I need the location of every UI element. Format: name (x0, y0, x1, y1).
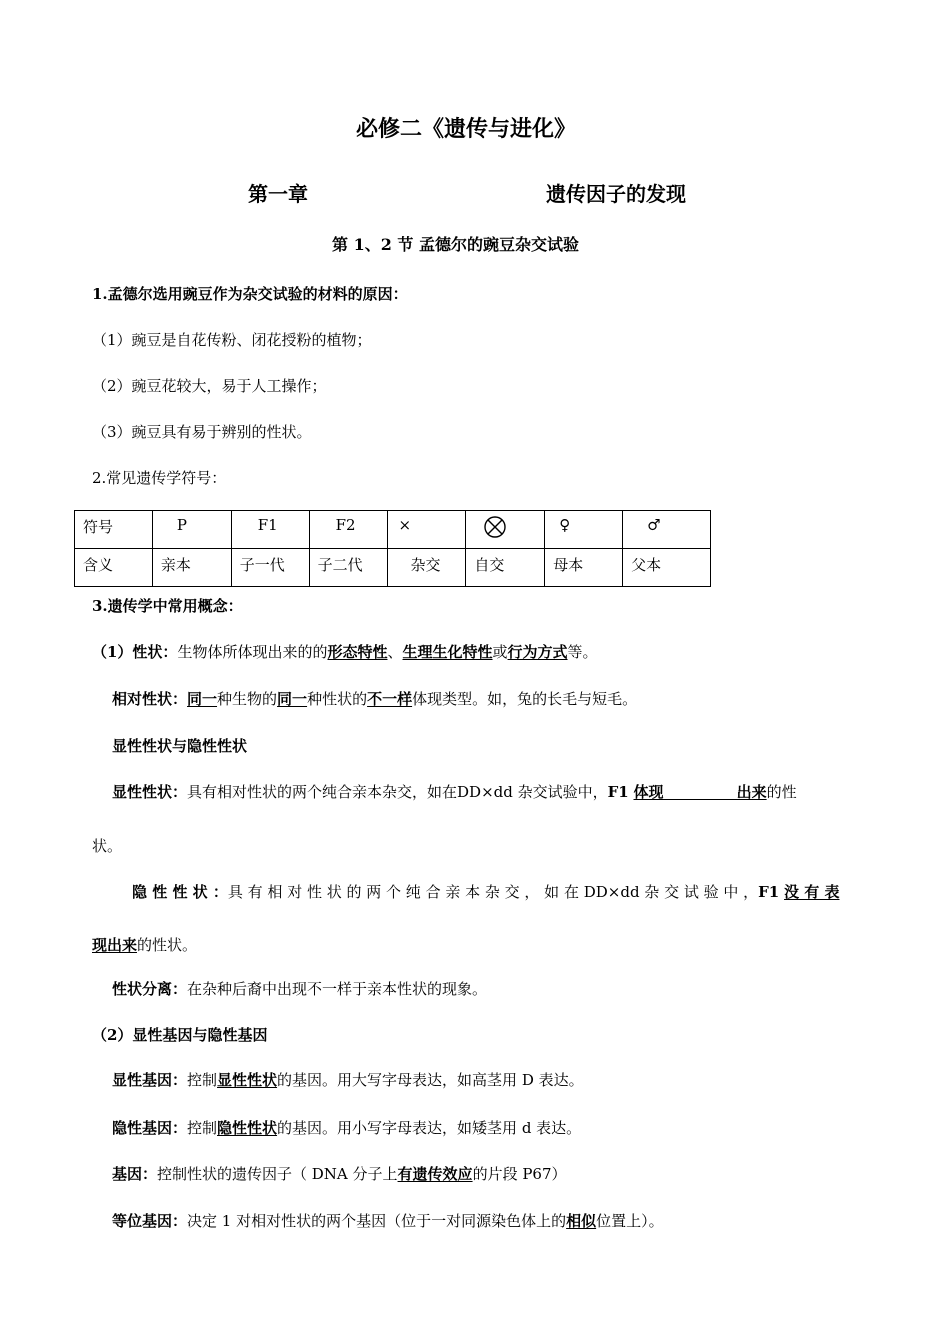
term-label: 相对性状： (112, 690, 188, 708)
dominant-trait-continuation: 状。 (92, 837, 123, 855)
trait-definition (92, 641, 598, 662)
key-term: 行为方式 (507, 643, 568, 661)
key-term: 现出来 (92, 936, 138, 954)
gene-definition (112, 1163, 567, 1184)
q1-item-3: （3）豌豆具有易于辨别的性状。 (92, 423, 312, 441)
text-run: 的基因。用大写字母表达，如高茎用 D 表达。 (277, 1071, 584, 1089)
text-run: 决定 1 对相对性状的两个基因（位于一对同源染色体上的 (187, 1212, 567, 1230)
table-cell: 含义 (75, 549, 153, 587)
circle-cross-icon (484, 516, 506, 538)
text-run: 、 (387, 643, 403, 661)
table-cell: 父本 (623, 549, 711, 587)
table-cell: × (388, 511, 466, 549)
document-title: 必修二《遗传与进化》 (356, 116, 577, 142)
table-cell: ♂ (623, 511, 711, 549)
q1-item-1: （1）豌豆是自花传粉、闭花授粉的植物； (92, 331, 372, 349)
text-run: 体现类型。如，兔的长毛与短毛。 (412, 690, 638, 708)
table-cell: 杂交 (388, 549, 466, 587)
chapter-name: 遗传因子的发现 (546, 182, 686, 206)
table-cell: F1 (231, 511, 309, 549)
term-label: 显性基因： (112, 1071, 188, 1089)
text-run: 位置上）。 (596, 1212, 664, 1230)
term-label: 等位基因： (112, 1212, 188, 1230)
text-run: 控制 (187, 1071, 218, 1089)
dominant-gene-definition (112, 1069, 584, 1090)
table-row (75, 549, 711, 587)
q3-heading: 3.遗传学中常用概念： (92, 597, 243, 615)
text-run: 的性状。 (137, 936, 198, 954)
subheading-genes: （2）显性基因与隐性基因 (92, 1026, 268, 1044)
table-cell: F2 (309, 511, 388, 549)
text-run: 种性状的 (307, 690, 368, 708)
term-label: 性状分离： (112, 980, 188, 998)
table-cell: 母本 (545, 549, 623, 587)
text-run: 的性 (766, 783, 797, 801)
term-label: 显性性状： (112, 783, 188, 801)
text-run: 控制 (187, 1119, 218, 1137)
table-cell: P (152, 511, 231, 549)
key-term: 形态特性 (327, 643, 388, 661)
table-cell (466, 511, 545, 549)
relative-trait-definition (112, 688, 637, 709)
key-term: 生理生化特性 (402, 643, 493, 661)
table-cell: 子一代 (231, 549, 309, 587)
text-run: 种生物的 (217, 690, 278, 708)
table-cell: ♀ (545, 511, 623, 549)
text-run: F1 (607, 783, 629, 801)
text-run: 控制性状的遗传因子（ DNA 分子上 (157, 1165, 398, 1183)
term-label: 基因： (112, 1165, 158, 1183)
text-run: 具 有 相 对 性 状 的 两 个 纯 合 亲 本 杂 交 ， 如 在 DD×dd 杂 交 试 验 中 ， (227, 883, 759, 901)
subheading-dominant-recessive: 显性性状与隐性性状 (112, 737, 248, 755)
key-term: 显性性状 (217, 1071, 278, 1089)
key-term: 有遗传效应 (397, 1165, 473, 1183)
key-term: 隐性性状 (217, 1119, 278, 1137)
text-run: 等。 (567, 643, 598, 661)
text-run: 的基因。用小写字母表达，如矮茎用 d 表达。 (277, 1119, 582, 1137)
table-cell: 自交 (466, 549, 545, 587)
term-label: （1）性状： (92, 643, 178, 661)
segregation-definition (112, 978, 487, 999)
term-label: 隐 性 性 状 ： (132, 883, 228, 901)
recessive-gene-definition (112, 1117, 581, 1138)
dominant-trait-definition (112, 781, 797, 802)
q1-heading: 1.孟德尔选用豌豆作为杂交试验的材料的原因： (92, 285, 408, 303)
section-title: 第 1、2 节 孟德尔的豌豆杂交试验 (332, 235, 579, 254)
table-cell: 亲本 (152, 549, 231, 587)
q2-heading: 2.常见遗传学符号： (92, 469, 227, 487)
table-cell: 子二代 (309, 549, 388, 587)
text-run: 的片段 P67） (472, 1165, 567, 1183)
key-term: 同一 (187, 690, 218, 708)
table-row (75, 511, 711, 549)
text-run: 在杂种后裔中出现不一样于亲本性状的现象。 (187, 980, 488, 998)
genetics-symbol-table (74, 510, 711, 587)
allele-definition (112, 1210, 664, 1231)
key-term: 体现 出来 (633, 783, 767, 801)
chapter-label: 第一章 (248, 182, 308, 206)
key-term: 没 有 表 (784, 883, 840, 901)
text-run: F1 (758, 883, 780, 901)
text-run: 具有相对性状的两个纯合亲本杂交，如在DD×dd 杂交试验中， (187, 783, 608, 801)
term-label: 隐性基因： (112, 1119, 188, 1137)
text-run: 生物体所体现出来的的 (177, 643, 328, 661)
recessive-trait-continuation (92, 934, 197, 955)
text-run: 或 (492, 643, 508, 661)
q1-item-2: （2）豌豆花较大，易于人工操作； (92, 377, 327, 395)
table-cell: 符号 (75, 511, 153, 549)
recessive-trait-definition (132, 881, 839, 902)
key-term: 不一样 (367, 690, 413, 708)
key-term: 同一 (277, 690, 308, 708)
key-term: 相似 (566, 1212, 597, 1230)
